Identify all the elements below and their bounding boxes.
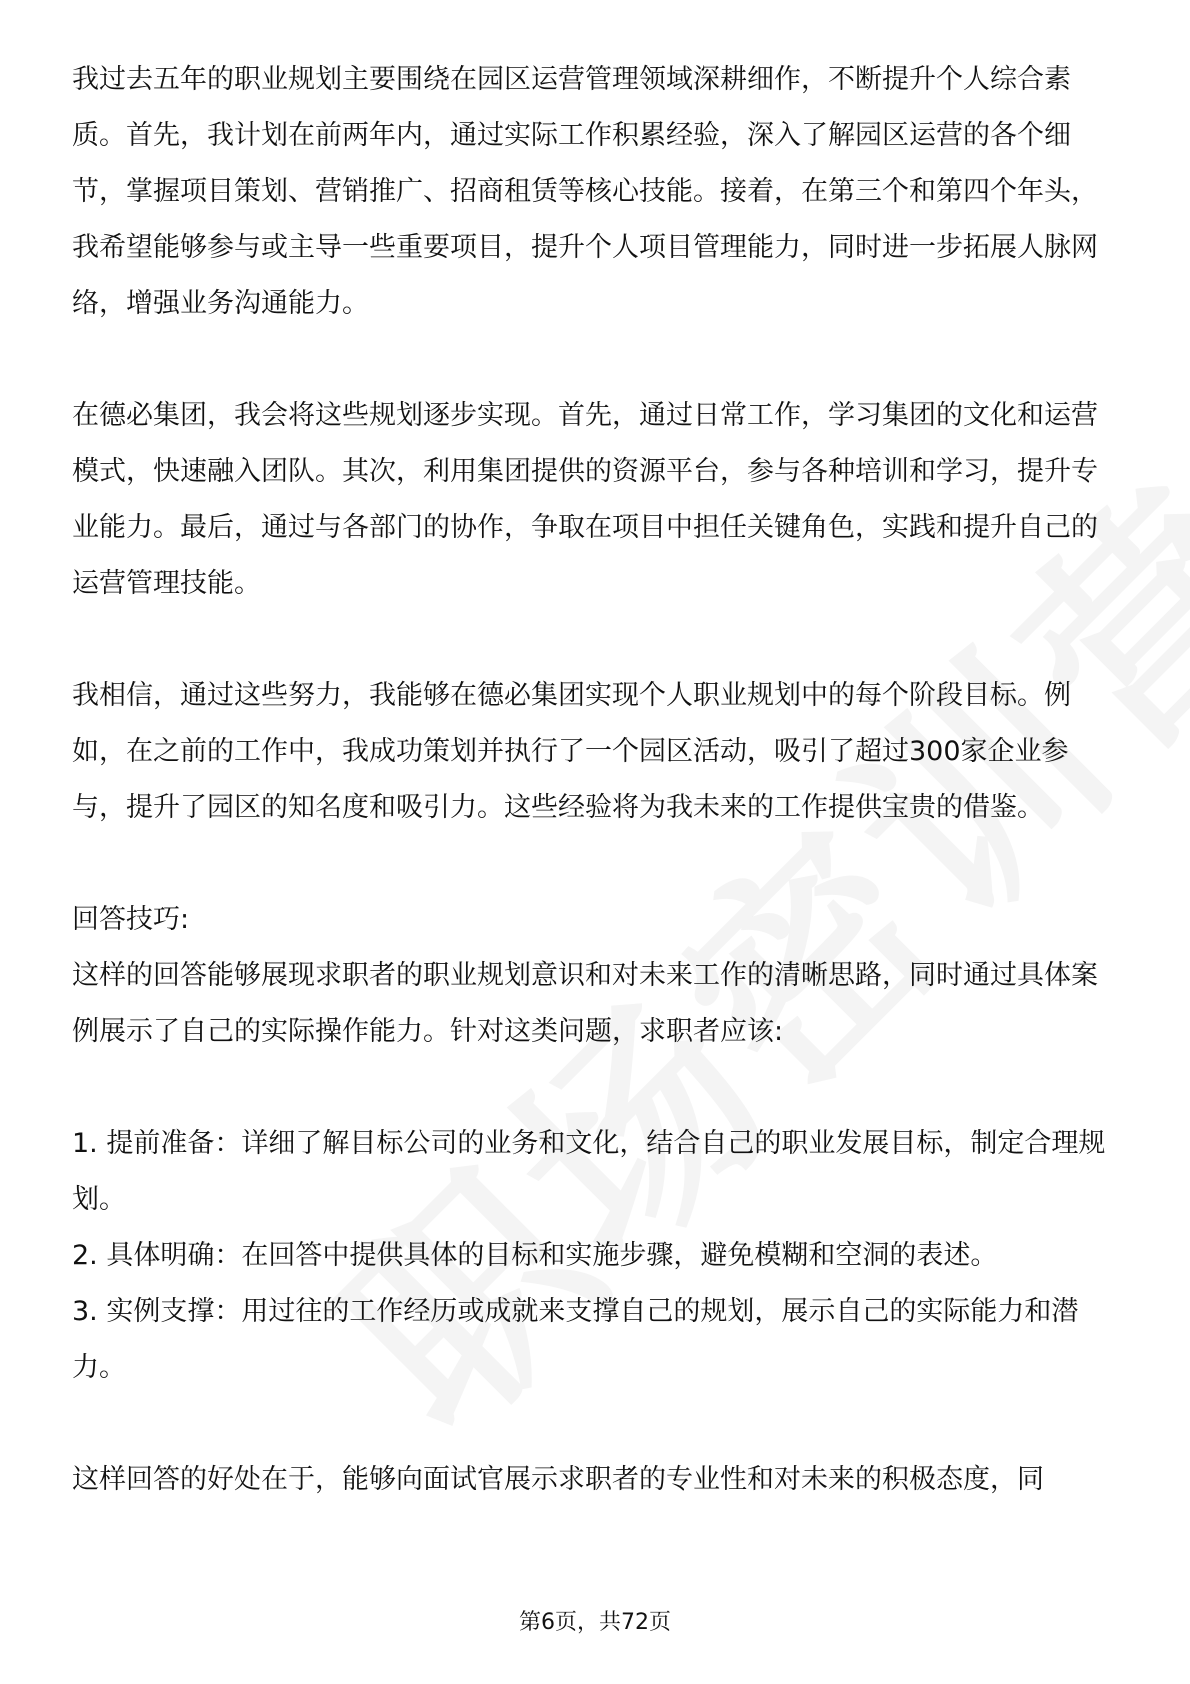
tips-heading: 回答技巧: (72, 904, 190, 935)
paragraph-belief: 我相信，通过这些努力，我能够在德必集团实现个人职业规划中的每个阶段目标。例如，在之前的工作中，我成功策划并执行了一个园区活动，吸引了超过300家企业参与，提升了园区的知名度和吸引力。这些经验将为我未来的工作提供宝贵的借鉴。 (72, 680, 1071, 823)
paragraph-closing: 这样回答的好处在于，能够向面试官展示求职者的专业性和对未来的积极态度，同 (72, 1464, 1044, 1495)
tips-intro: 这样的回答能够展现求职者的职业规划意识和对未来工作的清晰思路，同时通过具体案例展示了自己的实际操作能力。针对这类问题，求职者应该: (72, 960, 1098, 1047)
paragraph-gap (72, 836, 1118, 892)
page-footer: 第6页，共72页 (519, 1610, 671, 1635)
document-body (72, 52, 1118, 1508)
tip-item-examples: 3. 实例支撑：用过往的工作经历或成就来支撑自己的规划，展示自己的实际能力和潜力。 (72, 1296, 1079, 1383)
paragraph-implementation: 在德必集团，我会将这些规划逐步实现。首先，通过日常工作，学习集团的文化和运营模式，快速融入团队。其次，利用集团提供的资源平台，参与各种培训和学习，提升专业能力。最后，通过与各部门的协作，争取在项目中担任关键角色，实践和提升自己的运营管理技能。 (72, 400, 1098, 599)
paragraph-gap (72, 332, 1118, 388)
paragraph-career-plan: 我过去五年的职业规划主要围绕在园区运营管理领域深耕细作，不断提升个人综合素质。首先，我计划在前两年内，通过实际工作积累经验，深入了解园区运营的各个细节，掌握项目策划、营销推广、招商租赁等核心技能。接着，在第三个和第四个年头，我希望能够参与或主导一些重要项目，提升个人项目管理能力，同时进一步拓展人脉网络，增强业务沟通能力。 (72, 64, 1098, 319)
tip-item-specific: 2. 具体明确：在回答中提供具体的目标和实施步骤，避免模糊和空洞的表述。 (72, 1240, 998, 1271)
paragraph-gap (72, 1060, 1118, 1116)
paragraph-gap (72, 1396, 1118, 1452)
tip-item-prepare: 1. 提前准备：详细了解目标公司的业务和文化，结合自己的职业发展目标，制定合理规划。 (72, 1128, 1106, 1215)
paragraph-gap (72, 612, 1118, 668)
